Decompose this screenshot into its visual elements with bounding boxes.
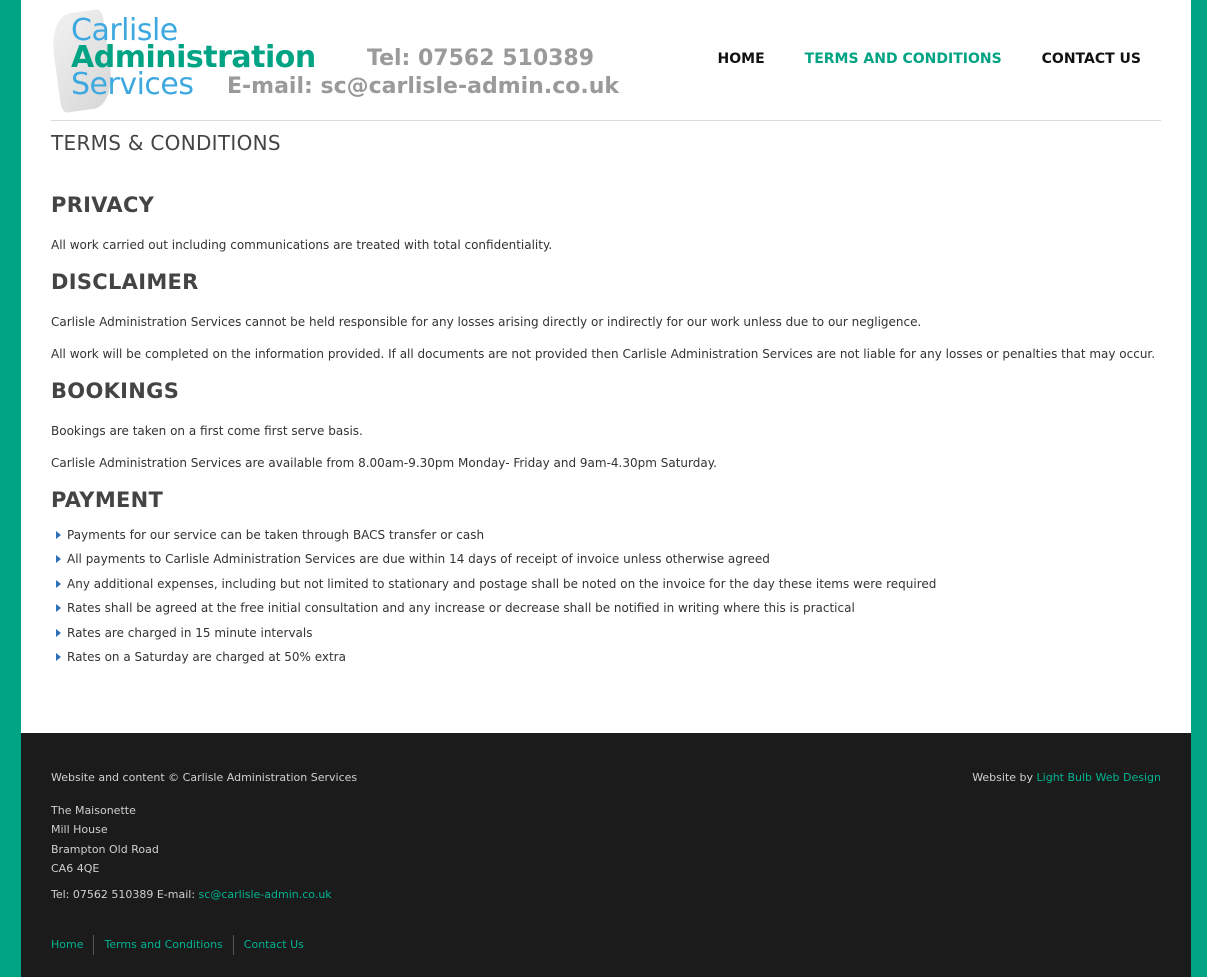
footer-link-contact[interactable]: Contact Us	[233, 935, 314, 955]
footer-contact-prefix: Tel: 07562 510389 E-mail:	[51, 888, 199, 901]
logo-telephone: Tel: 07562 510389	[367, 46, 595, 71]
site-header	[51, 0, 1161, 121]
footer-credit-prefix: Website by	[972, 771, 1037, 784]
list-item-text: All payments to Carlisle Administration Services are due within 14 days of receipt of invoice unless otherwise agreed	[67, 552, 770, 567]
address-line: Mill House	[51, 823, 108, 837]
bullet-arrow-icon	[56, 604, 61, 612]
bullet-arrow-icon	[56, 531, 61, 539]
logo-text-line1: Carlisle	[71, 13, 178, 48]
footer-email-link[interactable]: sc@carlisle-admin.co.uk	[198, 888, 332, 901]
list-item-text: Payments for our service can be taken through BACS transfer or cash	[67, 528, 485, 542]
bullet-arrow-icon	[56, 555, 61, 563]
site-logo[interactable]	[51, 8, 619, 114]
nav-contact[interactable]: CONTACT US	[1041, 51, 1141, 67]
list-item-text: Any additional expenses, including but not limited to stationary and postage shall be noted on the invoice for the day these items were required	[67, 576, 937, 591]
bullet-arrow-icon	[56, 580, 61, 588]
address-line: The Maisonette	[51, 804, 136, 817]
bookings-paragraph-2: Carlisle Administration Services are available from 8.00am-9.30pm Monday- Friday and 9am-4.30pm Saturday.	[51, 456, 717, 470]
footer-copyright: Website and content © Carlisle Administration Services	[51, 771, 358, 784]
disclaimer-paragraph-2: All work will be completed on the information provided. If all documents are not provided then Carlisle Administration Services are not liable for any losses or penalties that may occur.	[51, 347, 1156, 361]
privacy-heading: PRIVACY	[51, 193, 155, 217]
logo-text-line2: Administration	[71, 40, 316, 75]
footer-contact	[51, 888, 332, 901]
logo-text-line3: Services	[71, 67, 194, 102]
nav-terms[interactable]: TERMS AND CONDITIONS	[804, 51, 1002, 67]
footer-credit-link[interactable]: Light Bulb Web Design	[1036, 771, 1161, 784]
disclaimer-paragraph-1: Carlisle Administration Services cannot be held responsible for any losses arising directly or indirectly for our work unless due to our negligence.	[51, 315, 922, 329]
list-item	[51, 650, 1161, 674]
list-item-text: Rates shall be agreed at the free initial consultation and any increase or decrease shall be notified in writing where this is practical	[67, 601, 855, 616]
footer-link-home[interactable]: Home	[51, 938, 84, 951]
list-item	[51, 528, 1161, 552]
list-item-text: Rates are charged in 15 minute intervals	[67, 625, 313, 640]
list-item-text: Rates on a Saturday are charged at 50% extra	[67, 649, 346, 664]
disclaimer-heading: DISCLAIMER	[51, 270, 199, 294]
list-item	[51, 626, 1161, 650]
bullet-arrow-icon	[56, 629, 61, 637]
payment-list	[51, 528, 1161, 674]
footer-address	[51, 801, 159, 878]
payment-heading: PAYMENT	[51, 488, 164, 512]
address-line: CA6 4QE	[51, 861, 100, 875]
footer-credit	[972, 771, 1161, 784]
list-item	[51, 601, 1161, 625]
nav-home[interactable]: HOME	[717, 51, 765, 67]
footer-link-terms[interactable]: Terms and Conditions	[93, 935, 232, 955]
page-title: TERMS & CONDITIONS	[51, 131, 281, 155]
bookings-paragraph-1: Bookings are taken on a first come first serve basis.	[51, 424, 363, 438]
list-item	[51, 577, 1161, 601]
list-item	[51, 552, 1161, 576]
privacy-paragraph: All work carried out including communications are treated with total confidentiality.	[51, 238, 553, 252]
site-footer	[21, 733, 1191, 977]
main-nav	[718, 51, 1141, 67]
bullet-arrow-icon	[56, 653, 61, 661]
address-line: Brampton Old Road	[51, 842, 159, 856]
footer-nav	[51, 935, 314, 955]
logo-email: E-mail: sc@carlisle-admin.co.uk	[227, 74, 619, 99]
main-content	[51, 131, 1161, 674]
bookings-heading: BOOKINGS	[51, 379, 180, 403]
page-container	[21, 0, 1191, 977]
